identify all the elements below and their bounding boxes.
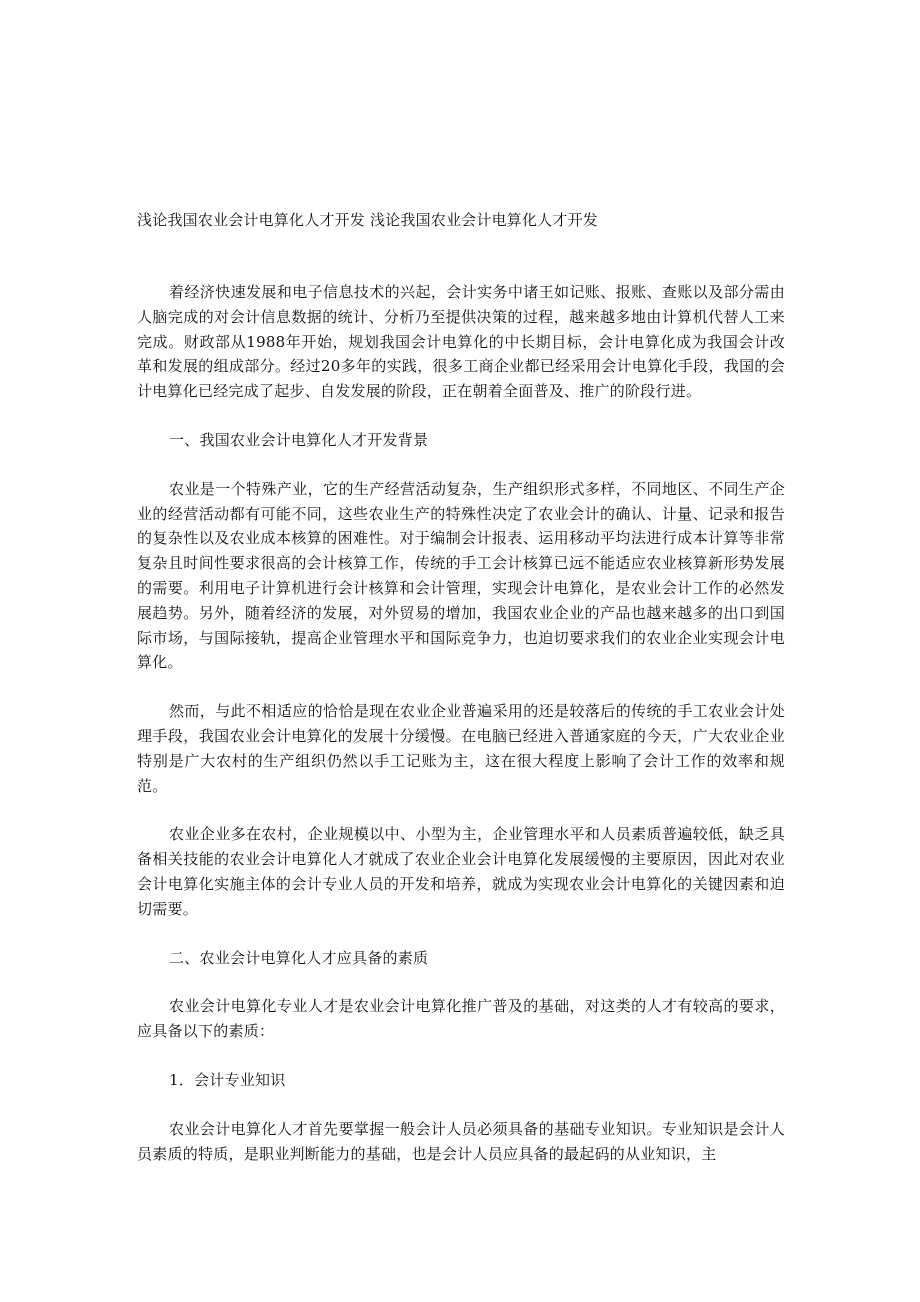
document-body (137, 280, 785, 1190)
document-title: 浅论我国农业会计电算化人才开发 浅论我国农业会计电算化人才开发 (137, 211, 598, 229)
intro-paragraph: 着经济快速发展和电子信息技术的兴起，会计实务中诸王如记账、报账、查账以及部分需由人脑完成的对会计信息数据的统计、分析乃至提供决策的过程，越来越多地由计算机代替人工来完成。财政部从1988年开始，规划我国会计电算化的中长期目标，会计电算化成为我国会计改革和发展的组成部分。经过20多年的实践，很多工商企业都已经采用会计电算化手段，我国的会计电算化已经完成了起步、自发发展的阶段，正在朝着全面普及、推广的阶段行进。 (137, 283, 785, 401)
section-heading-qualities: 二、农业会计电算化人才应具备的素质 (169, 948, 429, 967)
section-heading-background: 一、我国农业会计电算化人才开发背景 (169, 430, 429, 449)
qualities-paragraph-1: 农业会计电算化专业人才是农业会计电算化推广普及的基础，对这类的人才有较高的要求，应具备以下的素质： (137, 997, 785, 1041)
background-paragraph-3: 农业企业多在农村，企业规模以中、小型为主，企业管理水平和人员素质普遍较低，缺乏具备相关技能的农业会计电算化人才就成了农业企业会计电算化发展缓慢的主要原因，因此对农业会计电算化实施主体的会计专业人员的开发和培养，就成为实现农业会计电算化的关键因素和迫切需要。 (137, 825, 785, 918)
background-paragraph-2: 然而，与此不相适应的恰恰是现在农业企业普遍采用的还是较落后的传统的手工农业会计处理手段，我国农业会计电算化的发展十分缓慢。在电脑已经进入普通家庭的今天，广大农业企业特别是广大农村的生产组织仍然以手工记账为主，这在很大程度上影响了会计工作的效率和规范。 (137, 702, 785, 795)
subsection-heading-accounting-knowledge: 1．会计专业知识 (169, 1070, 286, 1089)
accounting-knowledge-paragraph: 农业会计电算化人才首先要掌握一般会计人员必须具备的基础专业知识。专业知识是会计人员素质的特质，是职业判断能力的基础，也是会计人员应具备的最起码的从业知识，主 (137, 1119, 785, 1163)
background-paragraph-1: 农业是一个特殊产业，它的生产经营活动复杂，生产组织形式多样，不同地区、不同生产企业的经营活动都有可能不同，这些农业生产的特殊性决定了农业会计的确认、计量、记录和报告的复杂性以及农业成本核算的困难性。对于编制会计报表、运用移动平均法进行成本计算等非常复杂且时间性要求很高的会计核算工作，传统的手工会计核算已远不能适应农业核算新形势发展的需要。利用电子计算机进行会计核算和会计管理，实现会计电算化，是农业会计工作的必然发展趋势。另外，随着经济的发展，对外贸易的增加，我国农业企业的产品也越来越多的出口到国际市场，与国际接轨，提高企业管理水平和国际竞争力，也迫切要求我们的农业企业实现会计电算化。 (137, 479, 785, 672)
